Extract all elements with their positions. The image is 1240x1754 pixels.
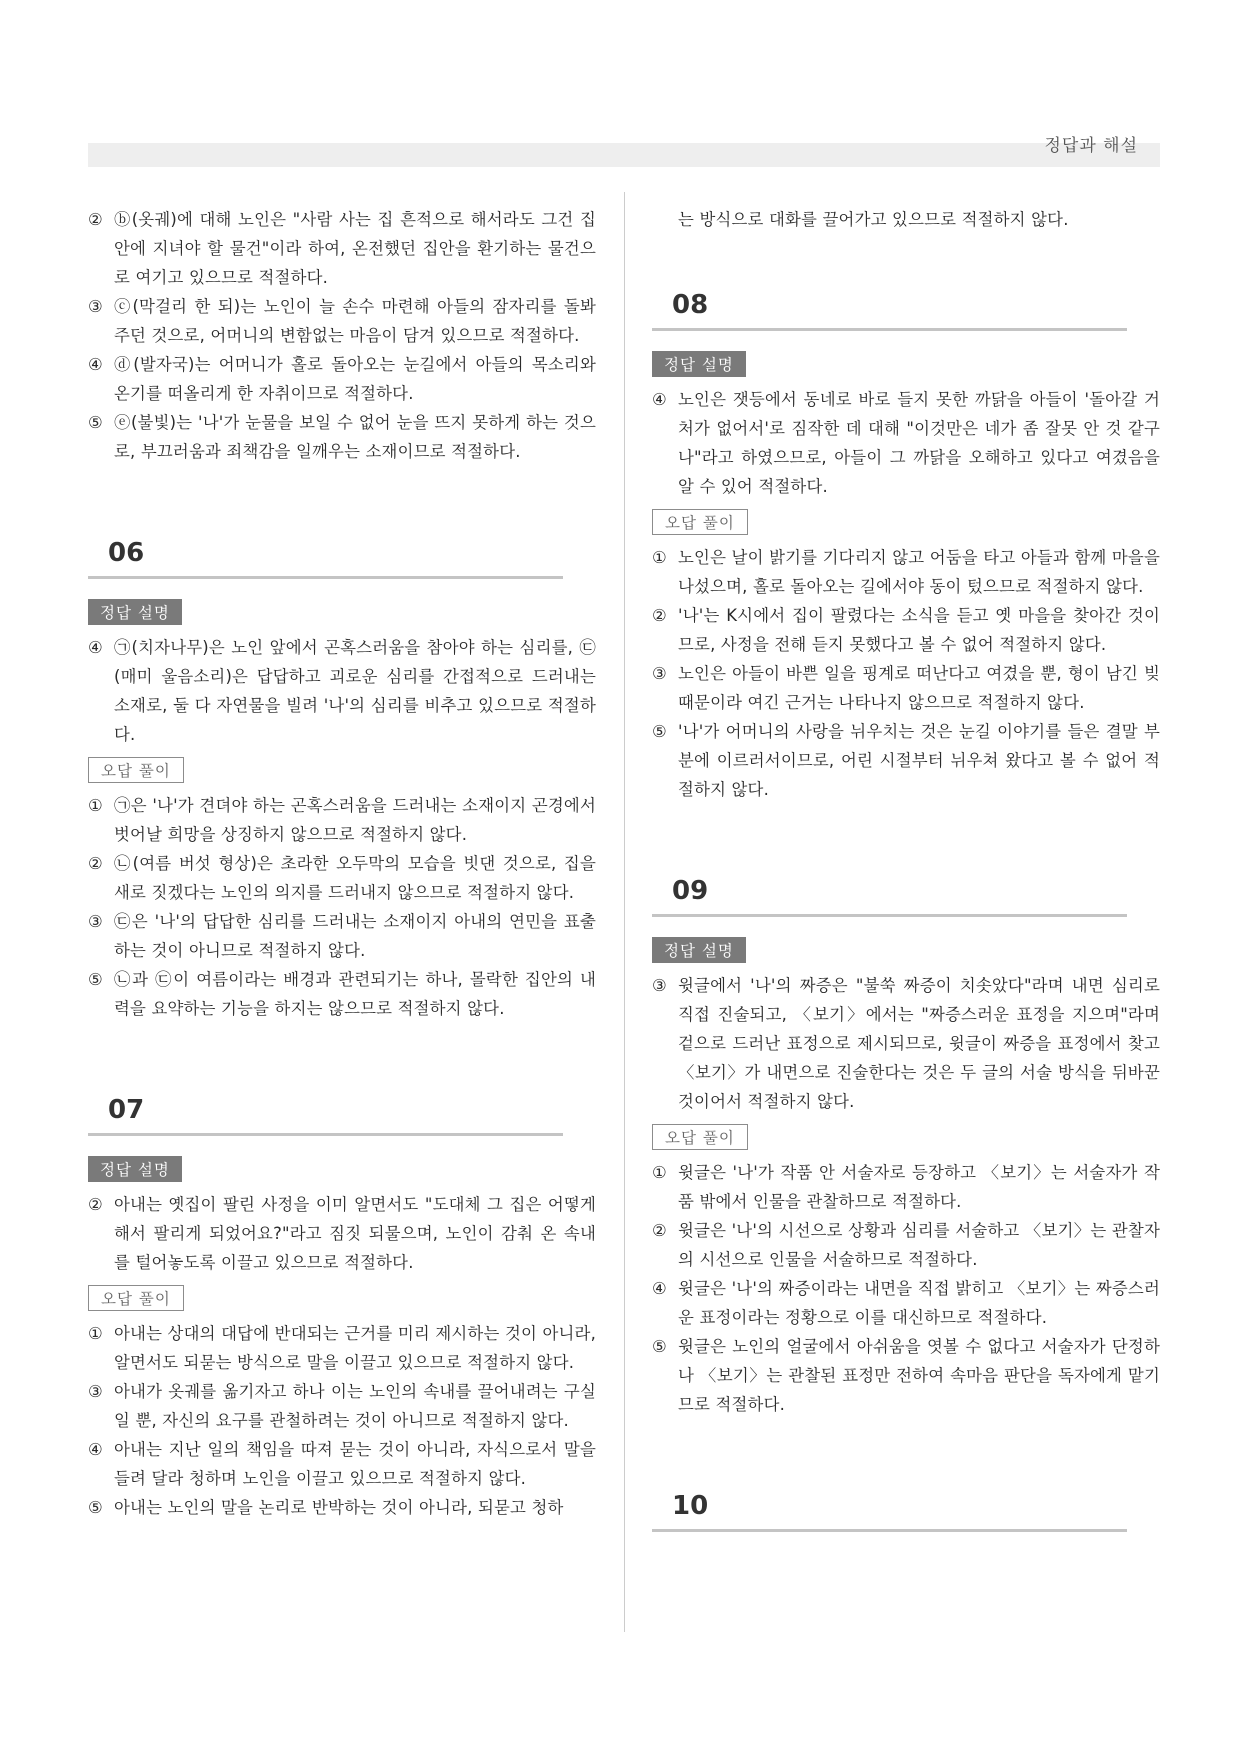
left-column [88, 205, 596, 1522]
item-text: 윗글은 '나'의 짜증이라는 내면을 직접 밝히고 〈보기〉는 짜증스러운 표정이라는 정황으로 이를 대신하므로 적절하다. [678, 1279, 1160, 1327]
correct-answer [652, 971, 1160, 1116]
item-marker: ⑤ [88, 1498, 103, 1517]
item-marker: ③ [88, 1382, 103, 1401]
right-column [652, 205, 1160, 1552]
list-item [652, 543, 1160, 601]
item-marker: ① [88, 1324, 103, 1343]
item-marker: ③ [88, 297, 103, 316]
question-number: 08 [672, 290, 709, 320]
item-text: ㉡(여름 버섯 형상)은 초라한 오두막의 모습을 빗댄 것으로, 집을 새로 짓겠다는 노인의 의지를 드러내지 않으므로 적절하지 않다. [114, 854, 596, 902]
list-item [88, 408, 596, 466]
header-bar [88, 143, 1160, 167]
list-item [88, 791, 596, 849]
correct-answer [88, 633, 596, 749]
question-07-section [88, 1093, 596, 1522]
correct-answer [652, 385, 1160, 501]
item-text: ⓔ(불빛)는 '나'가 눈물을 보일 수 없어 눈을 뜨지 못하게 하는 것으로, 부끄러움과 죄책감을 일깨우는 소재이므로 적절하다. [114, 413, 596, 461]
list-item [652, 717, 1160, 804]
wrong-answer-badge: 오답 풀이 [88, 757, 184, 783]
item-text: 아내는 지난 일의 책임을 따져 묻는 것이 아니라, 자식으로서 말을 들려 달라 청하며 노인을 이끌고 있으므로 적절하지 않다. [114, 1440, 596, 1488]
list-item [652, 1216, 1160, 1274]
item-text: 윗글은 '나'의 시선으로 상황과 심리를 서술하고 〈보기〉는 관찰자의 시선으로 인물을 서술하므로 적절하다. [678, 1221, 1160, 1269]
item-marker: ① [88, 796, 103, 815]
item-text: ㉡과 ㉢이 여름이라는 배경과 관련되기는 하나, 몰락한 집안의 내력을 요약하는 기능을 하지는 않으므로 적절하지 않다. [114, 970, 596, 1018]
item-marker: ① [652, 548, 667, 567]
item-text: ⓒ(막걸리 한 되)는 노인이 늘 손수 마련해 아들의 잠자리를 돌봐 주던 것으로, 어머니의 변함없는 마음이 담겨 있으므로 적절하다. [114, 297, 596, 345]
question-rule [88, 576, 563, 579]
question-rule [88, 1133, 563, 1136]
item-text: 노인은 잿등에서 동네로 바로 들지 못한 까닭을 아들이 '돌아갈 거처가 없어서'로 짐작한 데 대해 "이것만은 네가 좀 잘못 안 것 같구나"라고 하였으므로, 아들이 그 까닭을 오해하고 있다고 여겼음을 알 수 있어 적절하다. [678, 390, 1160, 496]
item-text: '나'가 어머니의 사랑을 뉘우치는 것은 눈길 이야기를 들은 결말 부분에 이르러서이므로, 어린 시절부터 뉘우쳐 왔다고 볼 수 없어 적절하지 않다. [678, 722, 1160, 799]
item-text: 아내는 옛집이 팔린 사정을 이미 알면서도 "도대체 그 집은 어떻게 해서 팔리게 되었어요?"라고 짐짓 되물으며, 노인이 감춰 온 속내를 털어놓도록 이끌고 있으므로 적절하다. [114, 1195, 596, 1272]
item-marker: ④ [652, 390, 667, 409]
question-number: 09 [672, 876, 709, 906]
item-text: ㉢은 '나'의 답답한 심리를 드러내는 소재이지 아내의 연민을 표출하는 것이 아니므로 적절하지 않다. [114, 912, 596, 960]
list-item [88, 205, 596, 292]
item-text: 아내는 상대의 대답에 반대되는 근거를 미리 제시하는 것이 아니라, 알면서도 되묻는 방식으로 말을 이끌고 있으므로 적절하지 않다. [114, 1324, 596, 1372]
correct-answer [88, 1190, 596, 1277]
item-marker: ② [88, 1195, 103, 1214]
question-number: 07 [108, 1095, 145, 1125]
question-rule [652, 914, 1127, 917]
item-marker: ⑤ [652, 722, 667, 741]
item-marker: ① [652, 1163, 667, 1182]
question-09-section [652, 874, 1160, 1419]
list-item [88, 849, 596, 907]
question-10-section [652, 1489, 1160, 1532]
list-item [88, 1377, 596, 1435]
question-rule [652, 328, 1127, 331]
wrong-answer-badge: 오답 풀이 [652, 1124, 748, 1150]
continued-answers [88, 205, 596, 466]
column-divider [624, 192, 625, 1632]
item-marker: ③ [88, 912, 103, 931]
list-item [88, 350, 596, 408]
item-marker: ③ [652, 976, 667, 995]
question-rule [652, 1529, 1127, 1532]
item-text: 는 방식으로 대화를 끌어가고 있으므로 적절하지 않다. [678, 210, 1069, 229]
item-text: ⓓ(발자국)는 어머니가 홀로 돌아오는 눈길에서 아들의 목소리와 온기를 떠올리게 한 자취이므로 적절하다. [114, 355, 596, 403]
item-marker: ④ [652, 1279, 667, 1298]
item-marker: ⑤ [652, 1337, 667, 1356]
item-text: 노인은 아들이 바쁜 일을 핑계로 떠난다고 여겼을 뿐, 형이 남긴 빚 때문이라 여긴 근거는 나타나지 않으므로 적절하지 않다. [678, 664, 1160, 712]
wrong-answer-badge: 오답 풀이 [88, 1285, 184, 1311]
item-marker: ② [88, 854, 103, 873]
item-text: ⓑ(옷궤)에 대해 노인은 "사람 사는 집 흔적으로 해서라도 그건 집안에 지녀야 할 물건"이라 하여, 온전했던 집안을 환기하는 물건으로 여기고 있으므로 적절하다. [114, 210, 596, 287]
list-item [88, 907, 596, 965]
item-marker: ④ [88, 638, 103, 657]
list-item [652, 1332, 1160, 1419]
list-item [652, 1274, 1160, 1332]
correct-answer-badge: 정답 설명 [652, 937, 746, 963]
list-item [88, 1493, 596, 1522]
item-marker: ④ [88, 355, 103, 374]
item-text: 윗글은 '나'가 작품 안 서술자로 등장하고 〈보기〉는 서술자가 작품 밖에서 인물을 관찰하므로 적절하다. [678, 1163, 1160, 1211]
item-marker: ② [88, 210, 103, 229]
item-marker: ③ [652, 664, 667, 683]
correct-answer-badge: 정답 설명 [88, 1156, 182, 1182]
item-marker: ② [652, 1221, 667, 1240]
list-item [652, 1158, 1160, 1216]
item-text: '나'는 K시에서 집이 팔렸다는 소식을 듣고 옛 마을을 찾아간 것이므로, 사정을 전해 듣지 못했다고 볼 수 없어 적절하지 않다. [678, 606, 1160, 654]
item-text: 윗글에서 '나'의 짜증은 "불쑥 짜증이 치솟았다"라며 내면 심리로 직접 진술되고, 〈보기〉에서는 "짜증스러운 표정을 지으며"라며 겉으로 드러난 표정으로 제시되므로, 윗글이 짜증을 표정에서 찾고 〈보기〉가 내면으로 진술한다는 것은 두 글의 서술 방식을 뒤바꾼 것이어서 적절하지 않다. [678, 976, 1160, 1111]
item-text: ㉠(치자나무)은 노인 앞에서 곤혹스러움을 참아야 하는 심리를, ㉢(매미 울음소리)은 답답하고 괴로운 심리를 간접적으로 드러내는 소재로, 둘 다 자연물을 빌려 '나'의 심리를 비추고 있으므로 적절하다. [114, 638, 596, 744]
page-header-title: 정답과 해설 [1044, 136, 1138, 156]
item-marker: ⑤ [88, 970, 103, 989]
item-text: ㉠은 '나'가 견뎌야 하는 곤혹스러움을 드러내는 소재이지 곤경에서 벗어날 희망을 상징하지 않으므로 적절하지 않다. [114, 796, 596, 844]
list-item [652, 659, 1160, 717]
list-item [88, 292, 596, 350]
continued-text [652, 205, 1160, 234]
question-number: 06 [108, 538, 145, 568]
correct-answer-badge: 정답 설명 [652, 351, 746, 377]
list-item [88, 965, 596, 1023]
wrong-answer-badge: 오답 풀이 [652, 509, 748, 535]
question-08-section [652, 288, 1160, 804]
list-item [88, 1435, 596, 1493]
item-marker: ⑤ [88, 413, 103, 432]
item-text: 윗글은 노인의 얼굴에서 아쉬움을 엿볼 수 없다고 서술자가 단정하나 〈보기〉는 관찰된 표정만 전하여 속마음 판단을 독자에게 맡기므로 적절하다. [678, 1337, 1160, 1414]
correct-answer-badge: 정답 설명 [88, 599, 182, 625]
question-number: 10 [672, 1491, 709, 1521]
item-text: 아내는 노인의 말을 논리로 반박하는 것이 아니라, 되묻고 청하 [114, 1498, 564, 1517]
item-text: 아내가 옷궤를 옮기자고 하나 이는 노인의 속내를 끌어내려는 구실일 뿐, 자신의 요구를 관철하려는 것이 아니므로 적절하지 않다. [114, 1382, 596, 1430]
item-marker: ② [652, 606, 667, 625]
item-text: 노인은 날이 밝기를 기다리지 않고 어둠을 타고 아들과 함께 마을을 나섰으며, 홀로 돌아오는 길에서야 동이 텄으므로 적절하지 않다. [678, 548, 1160, 596]
item-marker: ④ [88, 1440, 103, 1459]
list-item [88, 1319, 596, 1377]
list-item [652, 601, 1160, 659]
question-06-section [88, 536, 596, 1023]
